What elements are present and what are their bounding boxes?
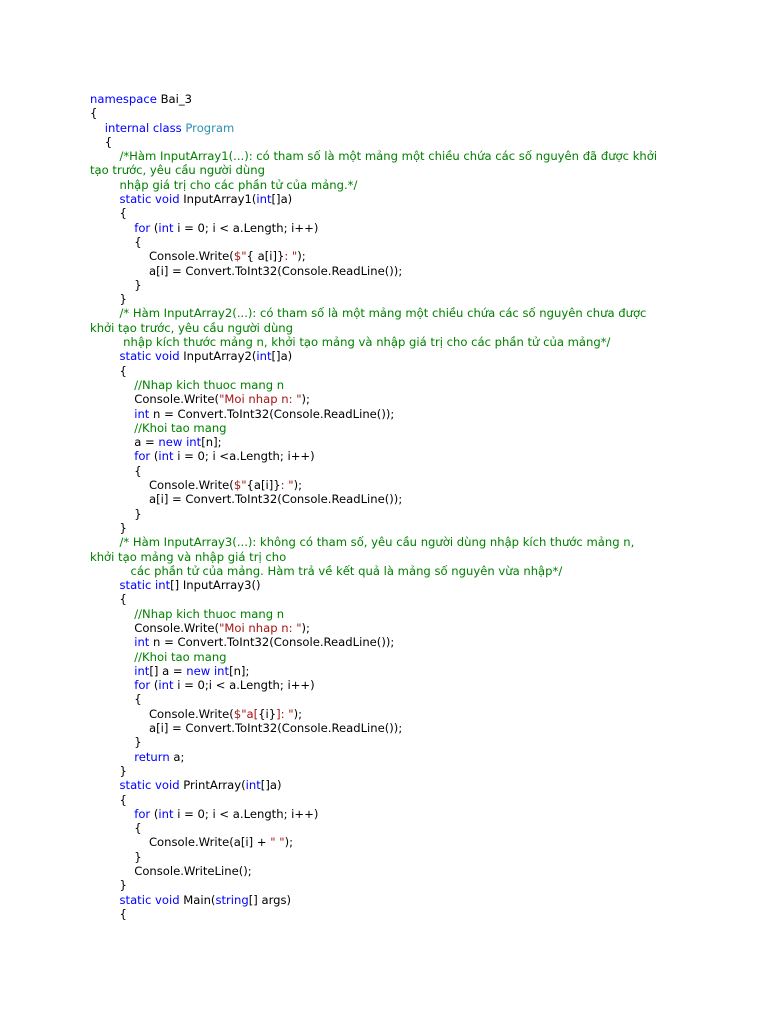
keyword: for: [134, 678, 151, 693]
code-text: [90, 635, 134, 649]
code-text: }: [90, 520, 127, 535]
code-text: }: [90, 878, 127, 893]
code-text: n = Convert.ToInt32(Console.ReadLine());: [149, 635, 395, 650]
keyword: for: [134, 806, 151, 821]
comment: /* Hàm InputArray2(...): có tham số là một mảng một chiều chứa các số nguyên chưa được: [119, 306, 647, 321]
code-text: (: [150, 220, 159, 235]
comment: khởi tạo mảng và nhập giá trị cho: [90, 549, 287, 564]
keyword: namespace: [90, 92, 157, 106]
code-line: [90, 178, 690, 192]
keyword: int: [134, 406, 150, 421]
code-line: [90, 807, 690, 821]
code-line: [90, 249, 690, 263]
keyword: string: [215, 892, 249, 907]
code-line: [90, 221, 690, 235]
code-text: [90, 664, 134, 678]
code-text: []a): [271, 192, 293, 207]
code-line: [90, 192, 690, 206]
code-text: }: [90, 292, 127, 307]
code-line: [90, 850, 690, 864]
code-line: [90, 392, 690, 406]
keyword: int: [245, 778, 261, 793]
string-literal: : ": [280, 478, 294, 493]
code-text: {: [90, 206, 127, 221]
code-text: [90, 807, 134, 821]
code-text: (: [150, 449, 159, 464]
code-text: Console.WriteLine();: [90, 864, 252, 879]
code-line: [90, 478, 690, 492]
code-text: Console.Write(: [90, 249, 234, 264]
keyword: static: [119, 192, 152, 207]
code-line: [90, 607, 690, 621]
keyword: int: [213, 663, 230, 678]
keyword: int: [158, 449, 174, 464]
code-line: [90, 635, 690, 649]
code-line: [90, 721, 690, 735]
code-text: PrintArray(: [179, 778, 246, 793]
comment: nhập giá trị cho các phần tử của mảng.*/: [119, 177, 358, 192]
code-text: Console.Write(: [90, 392, 220, 407]
keyword: static: [119, 578, 152, 593]
code-text: }: [90, 277, 142, 292]
code-text: }: [90, 506, 142, 521]
code-text: a =: [90, 435, 159, 450]
keyword: for: [134, 449, 151, 464]
code-text: );: [293, 478, 303, 493]
code-text: );: [297, 249, 306, 264]
code-line: [90, 292, 690, 306]
string-literal: $": [233, 249, 247, 264]
code-line: [90, 864, 690, 878]
code-line: [90, 550, 690, 564]
keyword: int: [186, 435, 202, 450]
code-text: {: [90, 363, 127, 378]
code-text: {: [90, 906, 127, 921]
string-literal: $": [233, 478, 247, 493]
code-line: [90, 592, 690, 606]
code-text: }: [90, 849, 142, 864]
string-literal: : ": [284, 249, 298, 264]
code-text: [90, 564, 131, 578]
code-line: [90, 407, 690, 421]
code-text: [90, 578, 119, 592]
keyword: return: [134, 749, 170, 764]
code-line: [90, 535, 690, 549]
code-text: {: [90, 134, 113, 149]
code-text: [] InputArray3(): [170, 578, 261, 593]
code-line: [90, 507, 690, 521]
code-text: (: [150, 806, 159, 821]
comment: //Khoi tao mang: [134, 420, 227, 435]
code-line: [90, 707, 690, 721]
string-literal: ]: ": [276, 706, 294, 721]
code-line: [90, 364, 690, 378]
code-text: [90, 149, 119, 163]
code-line: [90, 778, 690, 792]
comment: //Khoi tao mang: [134, 649, 227, 664]
code-text: [] args): [248, 892, 292, 907]
code-line: [90, 750, 690, 764]
code-text: []a): [271, 349, 293, 364]
code-text: [90, 650, 134, 664]
keyword: int: [134, 663, 150, 678]
code-line: [90, 121, 690, 135]
code-text: [90, 378, 134, 392]
code-line: [90, 878, 690, 892]
code-line: [90, 621, 690, 635]
code-line: [90, 278, 690, 292]
code-line: [90, 492, 690, 506]
code-line: [90, 321, 690, 335]
code-text: [90, 306, 119, 320]
comment: //Nhap kich thuoc mang n: [134, 377, 285, 392]
code-line: [90, 235, 690, 249]
keyword: int: [155, 578, 171, 593]
code-text: [90, 221, 134, 235]
code-text: Console.Write(: [90, 478, 234, 493]
code-text: InputArray2(: [179, 349, 257, 364]
code-text: }: [90, 763, 127, 778]
code-line: [90, 692, 690, 706]
code-text: [90, 178, 119, 192]
code-line: [90, 678, 690, 692]
comment: /*Hàm InputArray1(...): có tham số là một mảng một chiều chứa các số nguyên đã được khởi: [119, 149, 658, 164]
comment: tạo trước, yêu cầu người dùng: [90, 163, 265, 178]
code-text: [90, 678, 134, 692]
code-listing: [90, 92, 690, 921]
keyword: int: [256, 349, 272, 364]
string-literal: $"a[: [233, 706, 259, 721]
code-text: {: [90, 234, 142, 249]
code-line: [90, 793, 690, 807]
code-line: [90, 149, 690, 163]
code-line: [90, 163, 690, 177]
code-text: i = 0; i <a.Length; i++): [173, 449, 315, 464]
code-text: i = 0;i < a.Length; i++): [173, 678, 315, 693]
code-text: (: [150, 678, 159, 693]
code-line: [90, 650, 690, 664]
code-line: [90, 835, 690, 849]
code-text: [n];: [229, 663, 250, 678]
keyword: void: [155, 192, 180, 207]
code-text: [90, 421, 134, 435]
comment: khởi tạo trước, yêu cầu người dùng: [90, 320, 293, 335]
keyword: int: [256, 192, 272, 207]
keyword: void: [155, 349, 180, 364]
code-text: []a): [260, 778, 282, 793]
code-text: [90, 535, 119, 549]
code-text: {i}: [258, 706, 277, 721]
code-line: [90, 821, 690, 835]
code-line: [90, 106, 690, 120]
keyword: void: [155, 892, 180, 907]
code-text: i = 0; i < a.Length; i++): [173, 806, 319, 821]
code-text: {a[i]}: [246, 478, 281, 493]
code-line: [90, 335, 690, 349]
keyword: void: [155, 778, 180, 793]
code-text: [90, 349, 119, 363]
code-line: [90, 464, 690, 478]
comment: nhập kích thước mảng n, khởi tạo mảng và nhập giá trị cho các phần tử của mảng*/: [123, 335, 611, 350]
code-text: {: [90, 106, 98, 121]
code-text: );: [301, 392, 310, 407]
code-text: [90, 449, 134, 463]
keyword: int: [158, 678, 174, 693]
code-text: Console.Write(: [90, 620, 220, 635]
code-line: [90, 435, 690, 449]
code-text: [90, 407, 134, 421]
code-line: [90, 264, 690, 278]
code-line: [90, 735, 690, 749]
type-name: Program: [185, 120, 235, 135]
code-text: [] a =: [149, 663, 187, 678]
code-line: [90, 378, 690, 392]
code-line: [90, 664, 690, 678]
keyword: new: [186, 663, 211, 678]
keyword: int: [158, 220, 174, 235]
code-text: [90, 750, 134, 764]
code-line: [90, 764, 690, 778]
code-line: [90, 521, 690, 535]
code-line: [90, 907, 690, 921]
code-line: [90, 893, 690, 907]
string-literal: " ": [270, 835, 285, 850]
code-line: [90, 135, 690, 149]
code-text: {: [90, 592, 127, 607]
code-line: [90, 578, 690, 592]
code-text: { a[i]}: [246, 249, 285, 264]
string-literal: "Moi nhap n: ": [219, 620, 302, 635]
code-text: i = 0; i < a.Length; i++): [173, 220, 319, 235]
code-line: [90, 449, 690, 463]
code-text: {: [90, 792, 127, 807]
code-line: [90, 349, 690, 363]
keyword: static: [119, 349, 152, 364]
keyword: int: [134, 635, 150, 650]
code-text: [90, 607, 134, 621]
code-text: Console.Write(a[i] +: [90, 835, 271, 850]
code-text: InputArray1(: [179, 192, 257, 207]
keyword: class: [152, 120, 182, 135]
code-line: [90, 306, 690, 320]
code-text: {: [90, 463, 142, 478]
code-text: );: [301, 620, 310, 635]
comment: các phần tử của mảng. Hàm trả về kết quả là mảng số nguyên vừa nhập*/: [130, 563, 563, 578]
code-text: }: [90, 735, 142, 750]
comment: //Nhap kich thuoc mang n: [134, 606, 285, 621]
keyword: int: [158, 806, 174, 821]
code-line: [90, 92, 690, 106]
code-text: [n];: [201, 435, 222, 450]
code-text: Console.Write(: [90, 706, 234, 721]
keyword: for: [134, 220, 151, 235]
code-text: [90, 893, 119, 907]
comment: /* Hàm InputArray3(...): không có tham số, yêu cầu người dùng nhập kích thước mảng n,: [119, 535, 635, 550]
code-text: n = Convert.ToInt32(Console.ReadLine());: [149, 406, 395, 421]
code-text: Main(: [179, 892, 216, 907]
code-text: a[i] = Convert.ToInt32(Console.ReadLine());: [90, 263, 403, 278]
code-text: a;: [169, 749, 185, 764]
string-literal: "Moi nhap n: ": [219, 392, 302, 407]
keyword: new: [158, 435, 183, 450]
code-line: [90, 564, 690, 578]
keyword: static: [119, 892, 152, 907]
code-text: {: [90, 692, 142, 707]
code-text: [90, 335, 123, 349]
keyword: static: [119, 778, 152, 793]
code-text: a[i] = Convert.ToInt32(Console.ReadLine());: [90, 492, 403, 507]
code-line: [90, 206, 690, 220]
code-line: [90, 421, 690, 435]
code-text: Bai_3: [156, 92, 193, 106]
code-text: a[i] = Convert.ToInt32(Console.ReadLine());: [90, 721, 403, 736]
code-text: );: [293, 706, 303, 721]
code-text: {: [90, 821, 142, 836]
code-text: [90, 192, 119, 206]
code-text: [90, 778, 119, 792]
code-text: [90, 121, 105, 135]
code-text: );: [284, 835, 294, 850]
keyword: internal: [104, 120, 150, 135]
